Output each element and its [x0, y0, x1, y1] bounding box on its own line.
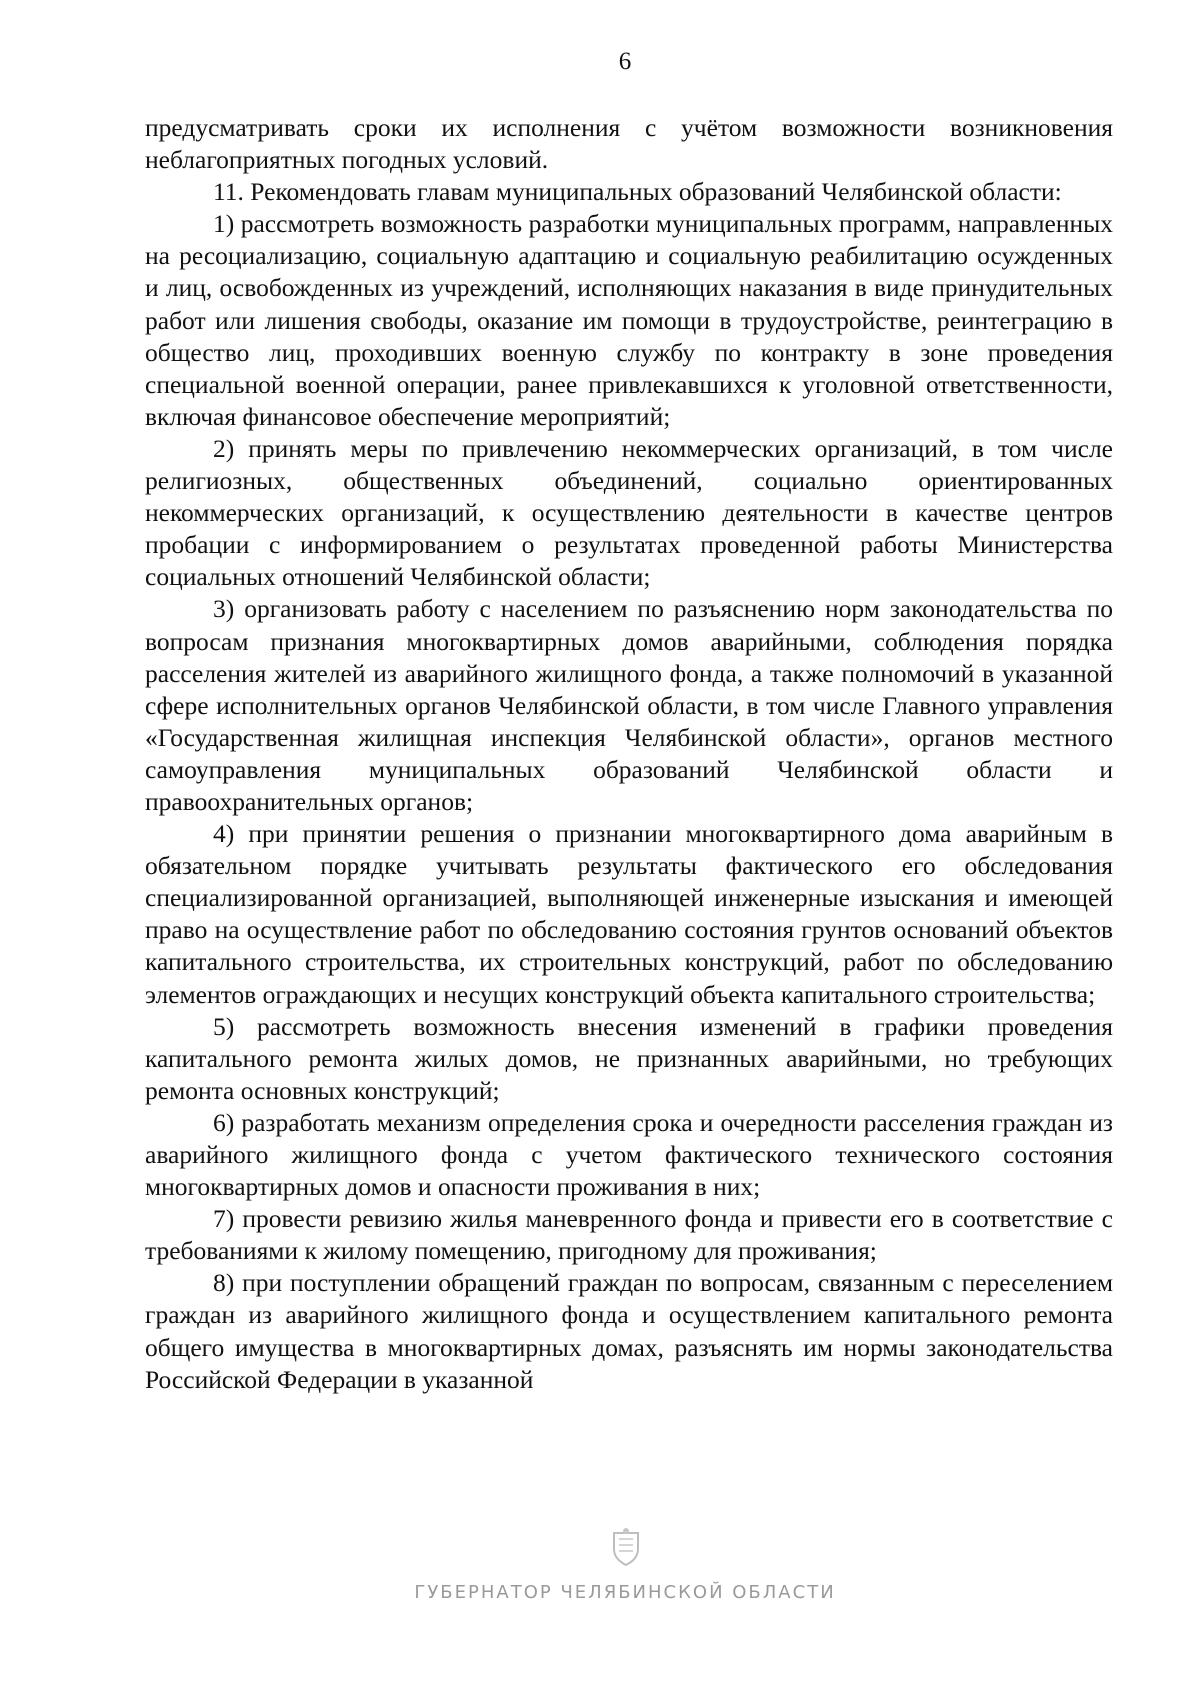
- paragraph: 6) разработать механизм определения срока и очередности расселения граждан из аварийного жилищного фонда с учетом фактического технического состояния многоквартирных домов и опасности проживания в них;: [145, 1107, 1113, 1202]
- paragraph: 8) при поступлении обращений граждан по вопросам, связанным с переселением граждан из аварийного жилищного фонда и осуществлением капитального ремонта общего имущества в многоквартирных домах, разъяснять им нормы законодательства Российской Федерации в указанной: [145, 1268, 1113, 1394]
- paragraph: 11. Рекомендовать главам муниципальных образований Челябинской области:: [213, 177, 1062, 207]
- paragraph: 7) провести ревизию жилья маневренного фонда и привести его в соответствие с требованиями к жилому помещению, пригодному для проживания;: [145, 1204, 1113, 1266]
- paragraph: предусматривать сроки их исполнения с учётом возможности возникновения неблагоприятных погодных условий.: [145, 113, 1113, 175]
- paragraph: 3) организовать работу с населением по разъяснению норм законодательства по вопросам признания многоквартирных домов аварийными, соблюдения порядка расселения жителей из аварийного жилищного фонда, а также полномочий в указанной сфере исполнительных органов Челябинской области, в том числе Главного управления «Государственная жилищная инспекция Челябинской области», органов местного самоуправления муниципальных образований Челябинской области и правоохранительных органов;: [145, 594, 1113, 816]
- paragraph: 5) рассмотреть возможность внесения изменений в графики проведения капитального ремонта жилых домов, не признанных аварийными, но требующих ремонта основных конструкций;: [145, 1011, 1113, 1105]
- paragraph: 2) принять меры по привлечению некоммерческих организаций, в том числе религиозных, общественных объединений, социально ориентированных некоммерческих организаций, к осуществлению деятельности в качестве центров пробации с информированием о результатах проведенной работы Министерства социальных отношений Челябинской области;: [145, 433, 1113, 592]
- document-body: [145, 112, 1113, 1396]
- coat-of-arms-watermark: [606, 1527, 646, 1567]
- paragraph: 1) рассмотреть возможность разработки муниципальных программ, направленных на ресоциализацию, социальную адаптацию и социальную реабилитацию осужденных и лиц, освобожденных из учреждений, исполняющих наказания в виде принудительных работ или лишения свободы, оказание им помощи в трудоустройстве, реинтеграцию в общество лиц, проходивших военную службу по контракту в зоне проведения специальной военной операции, ранее привлекавшихся к уголовной ответственности, включая финансовое обеспечение мероприятий;: [145, 209, 1113, 431]
- signature-footer: ГУБЕРНАТОР ЧЕЛЯБИНСКОЙ ОБЛАСТИ: [414, 1582, 836, 1603]
- paragraph: 4) при принятии решения о признании многоквартирного дома аварийным в обязательном порядке учитывать результаты фактического его обследования специализированной организацией, выполняющей инженерные изыскания и имеющей право на осуществление работ по обследованию состояния грунтов оснований объектов капитального строительства, их строительных конструкций, работ по обследованию элементов ограждающих и несущих конструкций объекта капитального строительства;: [145, 819, 1113, 1009]
- page-number: 6: [618, 48, 632, 75]
